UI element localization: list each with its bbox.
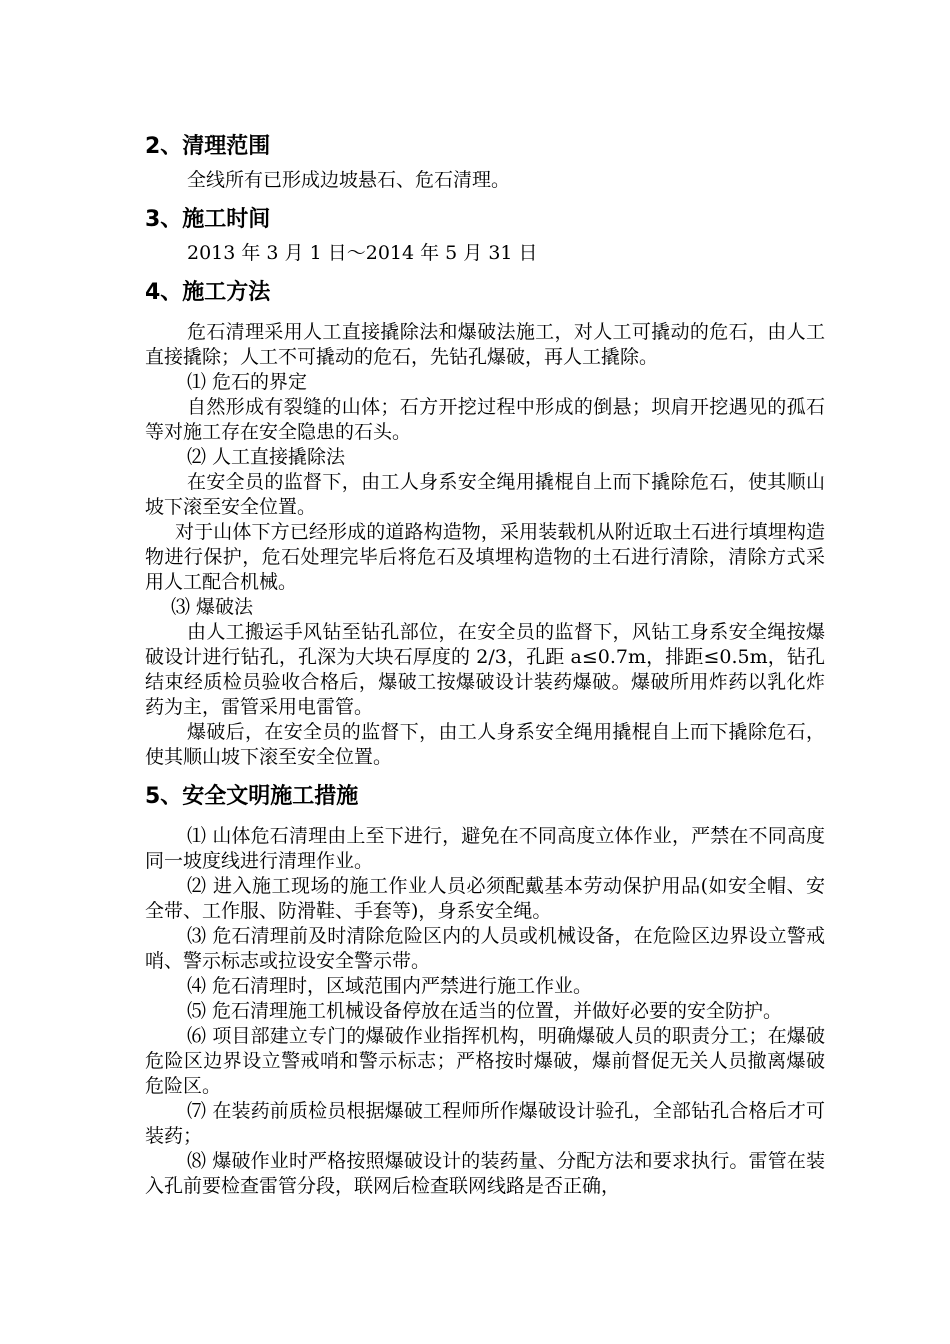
method-sub2-title: ⑵ 人工直接撬除法 <box>187 446 346 468</box>
method-sub3-paragraph-1: 由人工搬运手风钻至钻孔部位，在安全员的监督下，风钻工身系安全绳按爆破设计进行钻孔，孔深为大块石厚度的 2/3，孔距 a≤0.7m，排距≤0.5m，钻孔结束经质检员验收合格后，爆破工按爆破设计装药爆破。爆破所用炸药以乳化炸药为主，雷管采用电雷管。 <box>145 621 825 718</box>
safety-item-6: ⑹ 项目部建立专门的爆破作业指挥机构，明确爆破人员的职责分工；在爆破危险区边界设立警戒哨和警示标志；严格按时爆破，爆前督促无关人员撤离爆破危险区。 <box>145 1025 825 1097</box>
safety-item-1: ⑴ 山体危石清理由上至下进行，避免在不同高度立体作业，严禁在不同高度同一坡度线进行清理作业。 <box>145 825 825 872</box>
section-heading-method: 4、施工方法 <box>145 280 271 305</box>
section-heading-scope: 2、清理范围 <box>145 134 271 159</box>
safety-item-2: ⑵ 进入施工现场的施工作业人员必须配戴基本劳动保护用品(如安全帽、安全带、工作服、防滑鞋、手套等)，身系安全绳。 <box>145 875 825 922</box>
scope-paragraph: 全线所有已形成边坡悬石、危石清理。 <box>187 169 511 191</box>
method-sub2-paragraph-2: 对于山体下方已经形成的道路构造物，采用装载机从附近取土石进行填埋构造物进行保护，危石处理完毕后将危石及填埋构造物的土石进行清除，清除方式采用人工配合机械。 <box>145 521 825 593</box>
method-sub1-paragraph: 自然形成有裂缝的山体；石方开挖过程中形成的倒悬；坝肩开挖遇见的孤石等对施工存在安全隐患的石头。 <box>145 396 825 443</box>
method-sub1-title: ⑴ 危石的界定 <box>187 371 308 393</box>
safety-item-7: ⑺ 在装药前质检员根据爆破工程师所作爆破设计验孔，全部钻孔合格后才可装药； <box>145 1100 825 1147</box>
safety-item-3: ⑶ 危石清理前及时清除危险区内的人员或机械设备，在危险区边界设立警戒哨、警示标志或拉设安全警示带。 <box>145 925 825 972</box>
section-heading-safety: 5、安全文明施工措施 <box>145 784 359 809</box>
method-sub3-title: ⑶ 爆破法 <box>171 596 254 618</box>
safety-item-5: ⑸ 危石清理施工机械设备停放在适当的位置，并做好必要的安全防护。 <box>187 1000 783 1022</box>
method-sub2-paragraph-1: 在安全员的监督下，由工人身系安全绳用撬棍自上而下撬除危石，使其顺山坡下滚至安全位置。 <box>145 471 825 518</box>
safety-item-8: ⑻ 爆破作业时严格按照爆破设计的装药量、分配方法和要求执行。雷管在装入孔前要检查雷管分段，联网后检查联网线路是否正确， <box>145 1150 825 1197</box>
method-intro-paragraph: 危石清理采用人工直接撬除法和爆破法施工，对人工可撬动的危石，由人工直接撬除；人工不可撬动的危石，先钻孔爆破，再人工撬除。 <box>145 321 825 368</box>
method-sub3-paragraph-2: 爆破后，在安全员的监督下，由工人身系安全绳用撬棍自上而下撬除危石，使其顺山坡下滚至安全位置。 <box>145 721 825 768</box>
section-heading-schedule: 3、施工时间 <box>145 207 271 232</box>
document-body <box>145 130 825 1199</box>
safety-item-4: ⑷ 危石清理时，区域范围内严禁进行施工作业。 <box>187 975 593 997</box>
schedule-paragraph: 2013 年 3 月 1 日～2014 年 5 月 31 日 <box>187 242 538 264</box>
